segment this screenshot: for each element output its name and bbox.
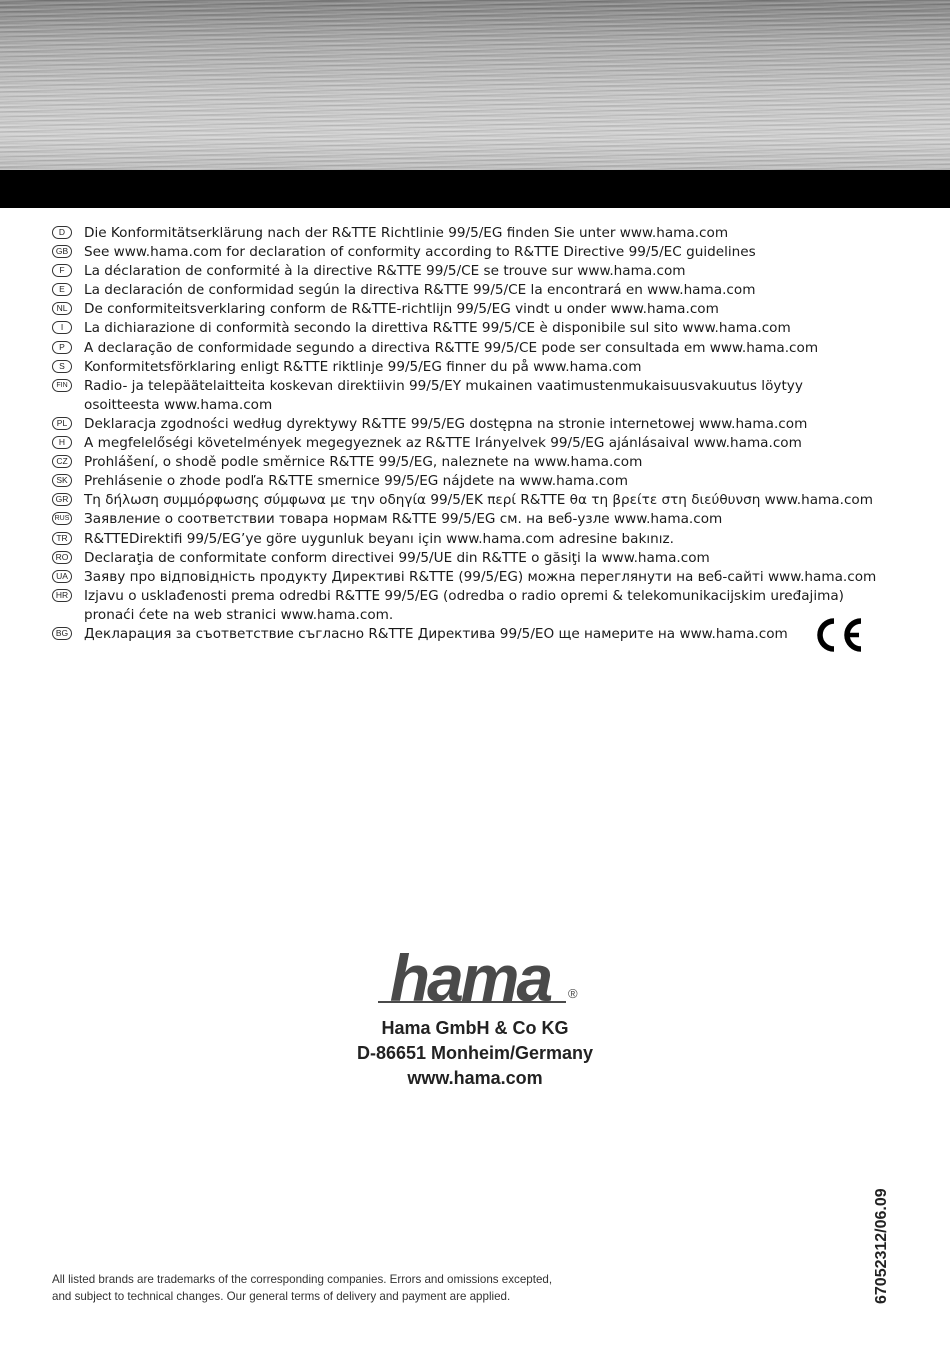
declaration-item xyxy=(52,300,882,319)
disclaimer xyxy=(52,1271,672,1305)
declaration-list xyxy=(52,224,882,644)
country-code-badge: S xyxy=(52,360,72,373)
declaration-item xyxy=(52,587,882,625)
country-code-badge: FIN xyxy=(52,379,72,392)
declaration-item xyxy=(52,358,882,377)
declaration-item xyxy=(52,491,882,510)
country-code-badge: H xyxy=(52,436,72,449)
company-address: D-86651 Monheim/Germany xyxy=(356,1043,594,1063)
declaration-item xyxy=(52,434,882,453)
declaration-item xyxy=(52,224,882,243)
country-code-badge: I xyxy=(52,321,72,334)
declaration-item xyxy=(52,472,882,491)
declaration-text: A megfelelőségi követelmények megegyeznek az R&TTE Irányelvek 99/5/EG ajánlásaival www.hama.com xyxy=(84,435,802,452)
declaration-text: Заявление о соответствии товара нормам R&TTE 99/5/EG см. на веб-узле www.hama.com xyxy=(84,511,723,528)
country-code-badge: CZ xyxy=(52,455,72,468)
declaration-text: Tη δήλωση συμμόρφωσης σύμφωνα με την οδηγία 99/5/EK περί R&TTE θα τη βρείτε στη διεύθυνση www.hama.com xyxy=(84,492,873,509)
country-code-badge: E xyxy=(52,283,72,296)
country-code-badge: PL xyxy=(52,417,72,430)
country-code-badge: BG xyxy=(52,627,72,640)
document-code: 67052312/06.09 xyxy=(873,1188,890,1304)
svg-text:®: ® xyxy=(568,986,578,1001)
declaration-text: A declaração de conformidade segundo a directiva R&TTE 99/5/CE pode ser consultada em www.hama.com xyxy=(84,339,819,356)
declaration-item xyxy=(52,625,882,644)
country-code-badge: F xyxy=(52,264,72,277)
country-code-badge: HR xyxy=(52,589,72,602)
declaration-item xyxy=(52,568,882,587)
declaration-text: Radio- ja telepäätelaitteita koskevan direktiivin 99/5/EY mukainen vaatimustenmukaisuusvakuutus löytyy osoitteesta www.hama.com xyxy=(84,377,803,413)
country-code-badge: NL xyxy=(52,302,72,315)
company-website: www.hama.com xyxy=(407,1068,543,1088)
declaration-item xyxy=(52,319,882,338)
declaration-text: Заяву про відповідність продукту Директиві R&TTE (99/5/EG) можна переглянути на веб-сайті www.hama.com xyxy=(84,568,877,585)
declaration-text: Die Konformitätserklärung nach der R&TTE Richtlinie 99/5/EG finden Sie unter www.hama.com xyxy=(84,225,729,241)
ce-mark xyxy=(810,616,866,654)
country-code-badge: GR xyxy=(52,493,72,506)
declaration-item xyxy=(52,549,882,568)
declaration-item xyxy=(52,281,882,300)
black-header-band xyxy=(0,170,950,208)
declaration-item xyxy=(52,262,882,281)
company-info xyxy=(0,1016,950,1091)
declaration-item xyxy=(52,510,882,529)
country-code-badge: SK xyxy=(52,474,72,487)
declaration-item xyxy=(52,339,882,358)
country-code-badge: RUS xyxy=(52,512,72,525)
declaration-text: R&TTEDirektifi 99/5/EG’ye göre uygunluk beyanı için www.hama.com adresine bakınız. xyxy=(84,530,674,547)
svg-text:hama: hama xyxy=(389,946,551,1008)
company-name: Hama GmbH & Co KG xyxy=(381,1018,569,1038)
declaration-text: Декларация за съответствие съгласно R&TTE Директива 99/5/EО ще намерите на www.hama.com xyxy=(84,625,788,642)
declaration-item xyxy=(52,243,882,262)
country-code-badge: TR xyxy=(52,532,72,545)
declaration-text: Declaraţia de conformitate conform directivei 99/5/UE din R&TTE o găsiţi la www.hama.com xyxy=(84,549,710,566)
country-code-badge: UA xyxy=(52,570,72,583)
declaration-text: Konformitetsförklaring enligt R&TTE riktlinje 99/5/EG finner du på www.hama.com xyxy=(84,358,642,375)
declaration-text: Prohlášení, o shodě podle směrnice R&TTE 99/5/EG, naleznete na www.hama.com xyxy=(84,454,643,471)
country-code-badge: GB xyxy=(52,245,72,258)
declaration-text: See www.hama.com for declaration of conformity according to R&TTE Directive 99/5/EC guidelines xyxy=(84,244,756,261)
declaration-item xyxy=(52,377,882,415)
disclaimer-line-1: All listed brands are trademarks of the corresponding companies. Errors and omissions excepted, xyxy=(52,1273,553,1286)
country-code-badge: P xyxy=(52,341,72,354)
declaration-text: La declaración de conformidad según la directiva R&TTE 99/5/CE la encontrará en www.hama.com xyxy=(84,282,756,299)
declaration-text: La dichiarazione di conformità secondo la direttiva R&TTE 99/5/CE è disponibile sul sito www.hama.com xyxy=(84,320,791,337)
declaration-text: La déclaration de conformité à la directive R&TTE 99/5/CE se trouve sur www.hama.com xyxy=(84,263,686,280)
declaration-item xyxy=(52,453,882,472)
declaration-text: Deklaracja zgodności według dyrektywy R&TTE 99/5/EG dostępna na stronie internetowej www.hama.com xyxy=(84,415,808,432)
disclaimer-line-2: and subject to technical changes. Our general terms of delivery and payment are applied. xyxy=(52,1290,511,1303)
declaration-item xyxy=(52,530,882,549)
hama-logo xyxy=(370,946,580,1008)
declaration-text: De conformiteitsverklaring conform de R&TTE-richtlijn 99/5/EG vindt u onder www.hama.com xyxy=(84,301,719,318)
declaration-text: Prehlásenie o zhode podľa R&TTE smernice 99/5/EG nájdete na www.hama.com xyxy=(84,473,628,490)
country-code-badge: RO xyxy=(52,551,72,564)
declaration-text: Izjavu o usklađenosti prema odredbi R&TTE 99/5/EG (odredba o radio opremi & telekomunikacijskim uređajima) pronaći ćete na web stranici www.hama.com. xyxy=(84,587,844,623)
declaration-item xyxy=(52,415,882,434)
country-code-badge: D xyxy=(52,226,72,239)
brushed-metal-header xyxy=(0,0,950,170)
